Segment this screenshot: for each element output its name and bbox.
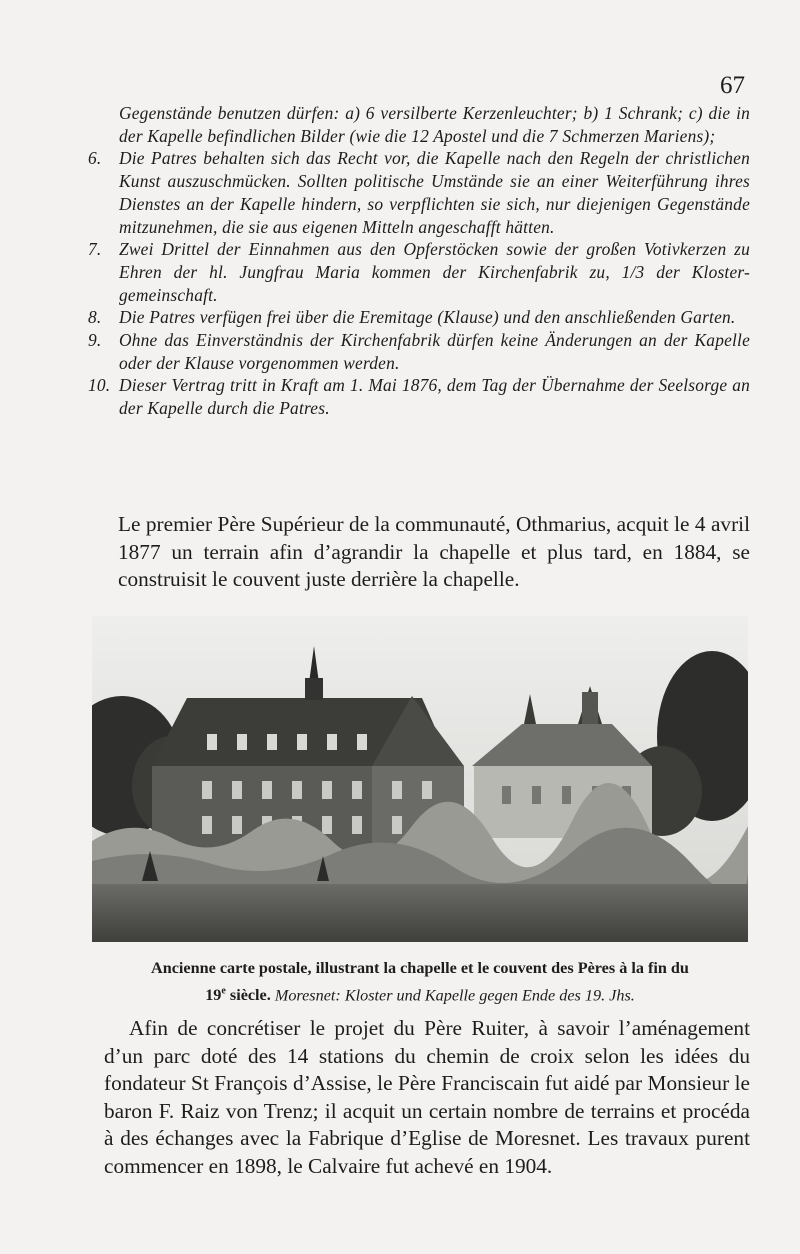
- list-item-number: 9.: [88, 330, 102, 351]
- list-item: [88, 238, 750, 306]
- paragraph-history: Le premier Père Supérieur de la communauté, Othmarius, acquit le 4 avril 1877 un terrain afin d’agrandir la chapelle et plus tard, en 1884, se construisit le couvent juste derrière la chapelle.: [118, 512, 750, 592]
- photo-caption: [92, 957, 748, 1007]
- list-item: [88, 306, 750, 329]
- convent-chapel-illustration: [92, 616, 748, 942]
- list-item-text: Die Patres verfügen frei über die Eremitage (Klause) und den anschließenden Garten.: [119, 307, 736, 328]
- caption-bold-century: 19e siècle.: [205, 986, 271, 1005]
- list-item: [88, 329, 750, 374]
- list-item-number: 8.: [88, 307, 102, 328]
- list-item-number: 7.: [88, 239, 102, 260]
- postcard-photo: [92, 616, 748, 942]
- paragraph-calvary: Afin de concrétiser le projet du Père Ruiter, à savoir l’aménagement d’un parc doté des 14 stations du chemin de croix selon les idées du fondateur St François d’Assise, le Père Franciscain fut aidé par Monsieur le baron F. Raiz von Trenz; il acquit un certain nombre de terrains et procéda à des échanges avec la Fabrique d’Eglise de Moresnet. Les travaux purent commencer en 1898, le Calvaire fut achevé en 1904.: [104, 1016, 750, 1178]
- caption-bold-line: Ancienne carte postale, illustrant la chapelle et le couvent des Pères à la fin du: [151, 959, 689, 977]
- page-number: 67: [720, 72, 745, 99]
- list-item-text: Dieser Vertrag tritt in Kraft am 1. Mai 1876, dem Tag der Übernahme der Seelsorge an der Kapelle durch die Patres.: [119, 375, 750, 419]
- list-item-text: Die Patres behalten sich das Recht vor, die Kapelle nach den Regeln der christlichen Kunst auszuschmücken. Sollten politische Umstände sie an einer Weiterführung ihres Dienstes an der Kapelle hindern, so verpflichten sie sich, nur diejenigen Gegenstände mitzunehmen, die sie aus eigenen Mitteln angeschafft hätten.: [119, 148, 750, 237]
- list-item: [88, 147, 750, 238]
- list-item-number: 6.: [88, 148, 102, 169]
- caption-italic: Moresnet: Kloster und Kapelle gegen Ende des 19. Jhs.: [274, 986, 635, 1005]
- list-item: [88, 374, 750, 419]
- list-continuation: Gegenstände benutzen dürfen: a) 6 versilberte Kerzenleuchter; b) 1 Schrank; c) die in der Kapelle befindlichen Bilder (wie die 12 Apostel und die 7 Schmerzen Mariens);: [119, 103, 750, 146]
- list-item-text: Ohne das Einverständnis der Kirchenfabrik dürfen keine Änderungen an der Kapelle oder der Klause vorgenommen werden.: [119, 330, 750, 373]
- contract-clauses-list: [88, 102, 750, 420]
- list-item-number: 10.: [88, 375, 111, 396]
- list-item-text: Zwei Drittel der Einnahmen aus den Opferstöcken sowie der großen Votivkerzen zu Ehren der hl. Jungfrau Maria kommen der Kirchenfabrik zu, 1/3 der Kloster-gemeinschaft.: [119, 239, 750, 305]
